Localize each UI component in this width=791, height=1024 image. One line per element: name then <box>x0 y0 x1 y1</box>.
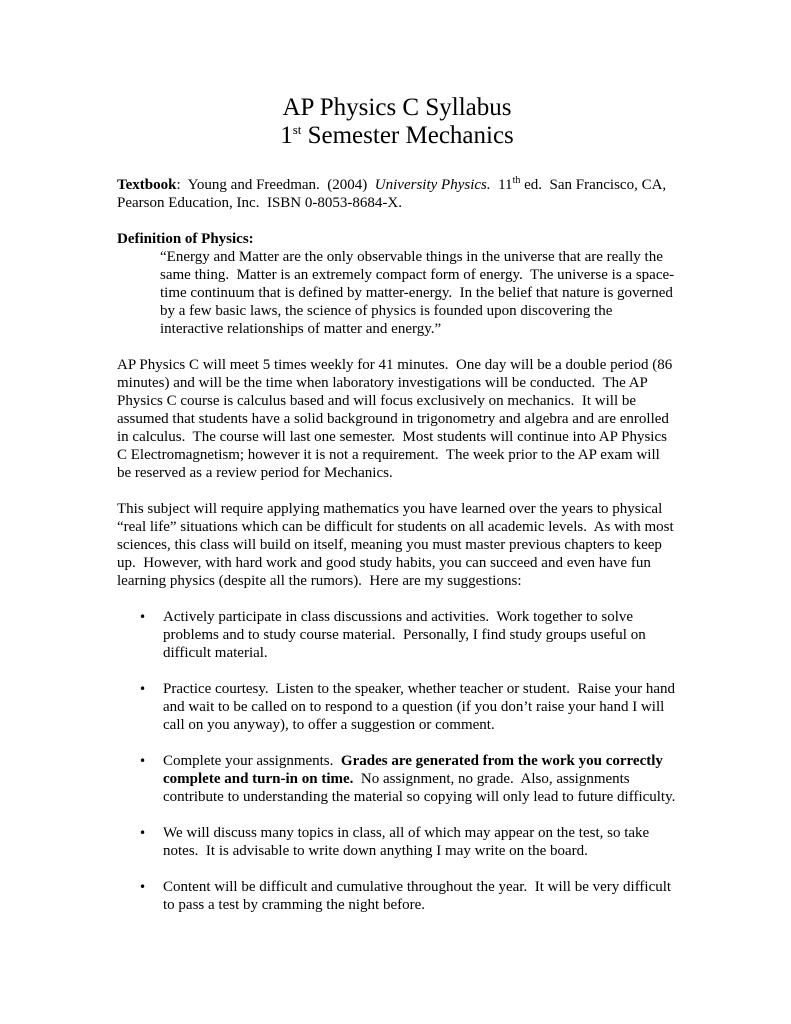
document-title <box>117 94 677 150</box>
bullet-icon: • <box>139 880 147 894</box>
bullet-icon: • <box>139 754 147 768</box>
bullet-icon: • <box>139 610 147 624</box>
suggestion-text-tail: No assignment, no grade. Also, assignments contribute to understanding the material so copying will only lead to future difficulty. <box>163 771 676 805</box>
title-semester-number: 1 <box>280 122 293 149</box>
bullet-icon: • <box>139 826 147 840</box>
list-item <box>117 752 677 806</box>
textbook-colon: : <box>176 177 181 193</box>
suggestion-text: We will discuss many topics in class, all of which may appear on the test, so take notes. It is advisable to write down anything I may write on the board. <box>163 825 653 859</box>
suggestion-text: Practice courtesy. Listen to the speaker, whether teacher or student. Raise your hand and wait to be called on to respond to a question (if you don’t raise your hand I will call on you anyway), to offer a suggestion or comment. <box>163 681 679 733</box>
suggestion-text: Content will be difficult and cumulative throughout the year. It will be very difficult to pass a test by cramming the night before. <box>163 879 675 913</box>
bullet-icon: • <box>139 682 147 696</box>
definition-quote: “Energy and Matter are the only observable things in the universe that are really the same thing. Matter is an extremely compact form of energy. The universe is a space-time continuum that is defined by matter-energy. In the belief that nature is governed by a few basic laws, the science of physics is founded upon discovering the interactive relationships of matter and energy.” <box>160 249 677 337</box>
document-page <box>117 94 677 932</box>
definition-heading: Definition of Physics: <box>117 231 254 247</box>
list-item <box>117 878 677 914</box>
textbook-edition-suffix: th <box>512 175 521 186</box>
title-line-1: AP Physics C Syllabus <box>282 94 512 121</box>
list-item <box>117 824 677 860</box>
course-overview-paragraph: AP Physics C will meet 5 times weekly for 41 minutes. One day will be a double period (86 minutes) and will be the time when laboratory investigations will be conducted. The AP Physics C course is calculus based and will focus exclusively on mechanics. It will be assumed that students have a solid background in trigonometry and algebra and are enrolled in calculus. The course will last one semester. Most students will continue into AP Physics C Electromagnetism; however it is not a requirement. The week prior to the AP exam will be reserved as a review period for Mechanics. <box>117 357 676 481</box>
textbook-title: University Physics. <box>374 177 491 193</box>
list-item <box>117 680 677 734</box>
textbook-authors: Young and Freedman. (2004) <box>180 177 375 193</box>
suggestion-text <box>163 753 675 805</box>
textbook-citation <box>117 176 677 212</box>
list-item <box>117 608 677 662</box>
suggestion-text: Actively participate in class discussions and activities. Work together to solve problems and to study course material. Personally, I find study groups useful on difficult material. <box>163 609 650 661</box>
grades-emphasis: Grades are generated from the work you correctly complete and turn-in on time. <box>163 753 663 787</box>
title-semester-text: Semester Mechanics <box>301 122 514 149</box>
textbook-label: Textbook <box>117 177 177 193</box>
textbook-edition-num: 11 <box>490 177 513 193</box>
title-ordinal-suffix: st <box>292 122 302 137</box>
subject-intro-paragraph: This subject will require applying mathematics you have learned over the years to physical “real life” situations which can be difficult for students on all academic levels. As with most sciences, this class will build on itself, meaning you must master previous chapters to keep up. However, with hard work and good study habits, you can succeed and even have fun learning physics (despite all the rumors). Here are my suggestions: <box>117 501 678 589</box>
textbook-publisher: ed. San Francisco, CA, Pearson Education, Inc. ISBN 0-8053-8684-X. <box>117 177 670 211</box>
suggestions-list <box>117 608 677 914</box>
title-line-2 <box>280 122 514 149</box>
suggestion-text-lead: Complete your assignments. <box>163 753 341 769</box>
